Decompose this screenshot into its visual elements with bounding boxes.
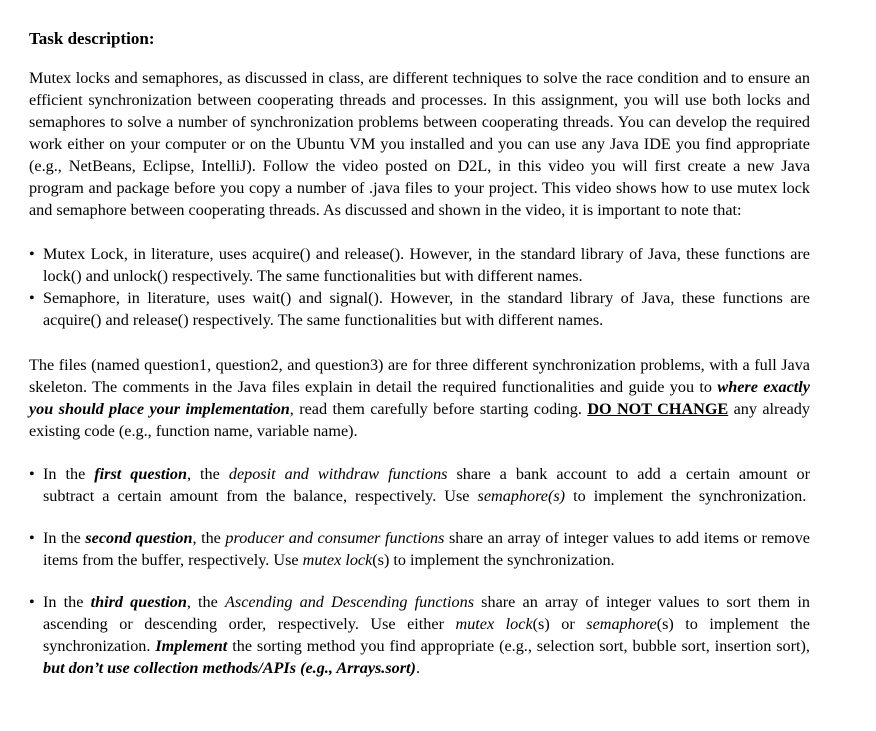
list-item [29,243,810,287]
files-text-2: , read them carefully before starting coding. [289,400,588,418]
question-item-2 [29,527,810,571]
q1-mid2: share a bank account to add a certain amount or subtract a certain amount from the balance, respectively. Use [43,465,810,505]
q3-mid2: share an array of integer values to sort them in ascending or descending order, respectively. Use either [43,593,810,633]
questions-list [29,463,810,679]
q3-suffix: . [415,659,420,677]
question-item-1 [29,463,810,507]
q1-suffix: to implement the synchronization. [565,487,807,505]
q3-mid4: (s) to implement the synchronization. [43,615,810,655]
q3-tool: mutex lock [455,615,533,633]
q2-functions: producer and consumer functions [225,529,445,547]
q3-no-collection-apis: but don’t use collection methods/APIs (e.g., Arrays.sort) [43,659,416,677]
do-not-change-warning: DO NOT CHANGE [587,400,729,418]
files-text-3: any already existing code (e.g., function name, variable name). [29,400,810,440]
files-paragraph [29,354,810,442]
q1-ordinal: first question [94,465,187,483]
q2-tool: mutex lock [302,551,373,569]
note-semaphore: Semaphore, in literature, uses wait() and signal(). However, in the standard library of Java, these functions are acquire() and release() respectively. The same functionalities but with different names. [43,289,810,329]
q2-prefix: In the [43,529,86,547]
question-1-text [43,465,810,505]
bullet-icon: • [29,289,35,307]
naming-notes-list [29,243,810,331]
q3-tool2: semaphore [586,615,657,633]
question-2-text [43,529,810,569]
q3-ordinal: third question [90,593,187,611]
bullet-icon: • [29,529,35,547]
q3-mid1: , the [186,593,226,611]
q3-mid5: the sorting method you find appropriate (e.g., selection sort, bubble sort, insertion sort), [227,637,810,655]
q3-implement-emphasis: Implement [155,637,228,655]
q3-mid3: (s) or [532,615,587,633]
q2-ordinal: second question [85,529,193,547]
q2-mid1: , the [192,529,226,547]
question-item-3 [29,591,810,679]
files-emphasis-placement: where exactly you should place your implementation [29,378,810,418]
bullet-icon: • [29,245,35,263]
files-text-1: The files (named question1, question2, and question3) are for three different synchronization problems, with a full Java skeleton. The comments in the Java files explain in detail the required functionalities and guide you to [29,356,810,396]
q2-mid2: share an array of integer values to add items or remove items from the buffer, respectively. Use [43,529,810,569]
q1-tool: semaphore(s) [477,487,566,505]
note-mutex-lock: Mutex Lock, in literature, uses acquire() and release(). However, in the standard library of Java, these functions are lock() and unlock() respectively. The same functionalities but with different names. [43,245,810,285]
question-3-text [43,593,810,677]
q1-mid1: , the [186,465,229,483]
bullet-icon: • [29,593,35,611]
bullet-icon: • [29,465,35,483]
q1-functions: deposit and withdraw functions [228,465,448,483]
q3-prefix: In the [43,593,91,611]
q2-suffix: (s) to implement the synchronization. [372,551,615,569]
q3-functions: Ascending and Descending functions [225,593,475,611]
list-item [29,287,810,331]
intro-paragraph: Mutex locks and semaphores, as discussed in class, are different techniques to solve the race condition and to ensure an efficient synchronization between cooperating threads and processes. In this assignment, you will use both locks and semaphores to solve a number of synchronization problems between cooperating threads. You can develop the required work either on your computer or on the Ubuntu VM you installed and you can use any Java IDE you find appropriate (e.g., NetBeans, Eclipse, IntelliJ). Follow the video posted on D2L, in this video you will first create a new Java program and package before you copy a number of .java files to your project. This video shows how to use mutex lock and semaphore between cooperating threads. As discussed and shown in the video, it is important to note that: [29,69,810,219]
q1-prefix: In the [43,465,95,483]
task-description-heading: Task description: [29,29,155,48]
